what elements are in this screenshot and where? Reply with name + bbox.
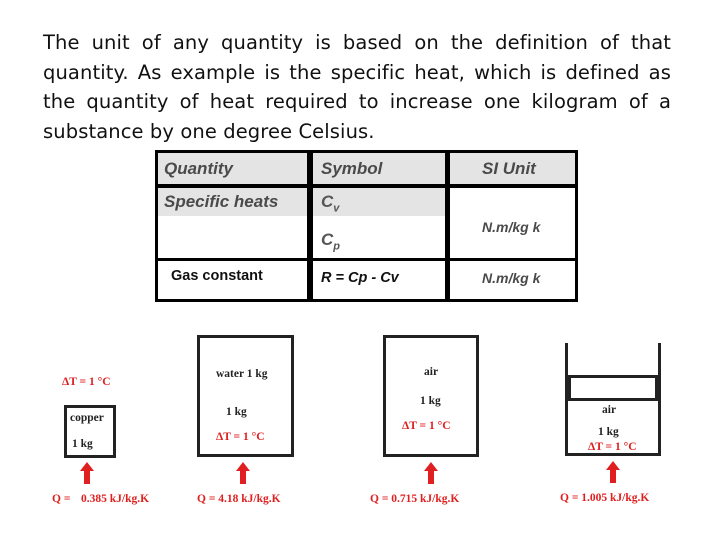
header-cell-si-unit xyxy=(450,153,575,184)
piston-cylinder-bottom xyxy=(565,453,661,456)
copper-delta-t: ΔT = 1 °C xyxy=(62,376,111,388)
air-rigid-container xyxy=(383,335,479,457)
cell-gas-constant xyxy=(158,261,307,299)
water-q: Q = 4.18 kJ/kg.K xyxy=(197,493,281,505)
air-rigid-heat-arrow-icon xyxy=(424,462,438,484)
air-rigid-label: air xyxy=(424,366,439,378)
specific-heat-unit: N.m/kg k xyxy=(482,219,541,235)
air-rigid-delta-t: ΔT = 1 °C xyxy=(402,420,451,432)
copper-heat-arrow-icon xyxy=(80,462,94,484)
piston-cylinder-right-wall xyxy=(658,343,661,455)
air-piston-delta-t: ΔT = 1 °C xyxy=(588,441,637,453)
water-heat-arrow-icon xyxy=(236,462,250,484)
header-quantity: Quantity xyxy=(164,159,233,178)
piston xyxy=(568,375,658,401)
units-table xyxy=(155,150,578,302)
water-mass: 1 kg xyxy=(226,406,247,418)
header-cell-quantity xyxy=(158,153,307,184)
water-label: water 1 kg xyxy=(216,368,268,380)
cell-gas-constant-unit xyxy=(450,261,575,299)
intro-paragraph: The unit of any quantity is based on the definition of that quantity. As example is the specific heat, which is defined as the quantity of heat required to increase one kilogram of a substance by one degree Celsius. xyxy=(43,31,671,143)
specific-heats-label: Specific heats xyxy=(164,192,279,211)
cell-gas-constant-formula xyxy=(313,261,445,299)
cell-specific-heat-unit xyxy=(450,188,575,258)
water-container xyxy=(197,335,294,457)
symbol-cp: $C_p$ xyxy=(321,230,341,253)
header-symbol: Symbol xyxy=(321,159,383,178)
copper-label: copper xyxy=(70,412,104,424)
water-delta-t: ΔT = 1 °C xyxy=(216,431,265,443)
symbol-cv: $C_v$ xyxy=(321,192,340,215)
air-piston-q: Q = 1.005 kJ/kg.K xyxy=(560,492,650,504)
copper-block xyxy=(64,405,116,458)
header-si-unit: SI Unit xyxy=(482,159,536,178)
header-cell-symbol xyxy=(313,153,445,184)
copper-mass: 1 kg xyxy=(72,438,93,450)
air-piston-label: air xyxy=(602,404,617,416)
cell-symbols xyxy=(313,188,445,258)
gas-constant-label: Gas constant xyxy=(171,268,263,284)
air-piston-mass: 1 kg xyxy=(598,426,619,438)
air-rigid-q: Q = 0.715 kJ/kg.K xyxy=(370,493,460,505)
gas-constant-unit: N.m/kg k xyxy=(482,270,541,286)
copper-q-label: Q = xyxy=(52,493,71,505)
copper-q-value: 0.385 kJ/kg.K xyxy=(81,493,150,505)
air-rigid-mass: 1 kg xyxy=(420,395,441,407)
air-piston-heat-arrow-icon xyxy=(606,461,620,483)
cell-specific-heats xyxy=(158,188,307,258)
gas-constant-formula: R = Cp - Cv xyxy=(321,270,399,286)
